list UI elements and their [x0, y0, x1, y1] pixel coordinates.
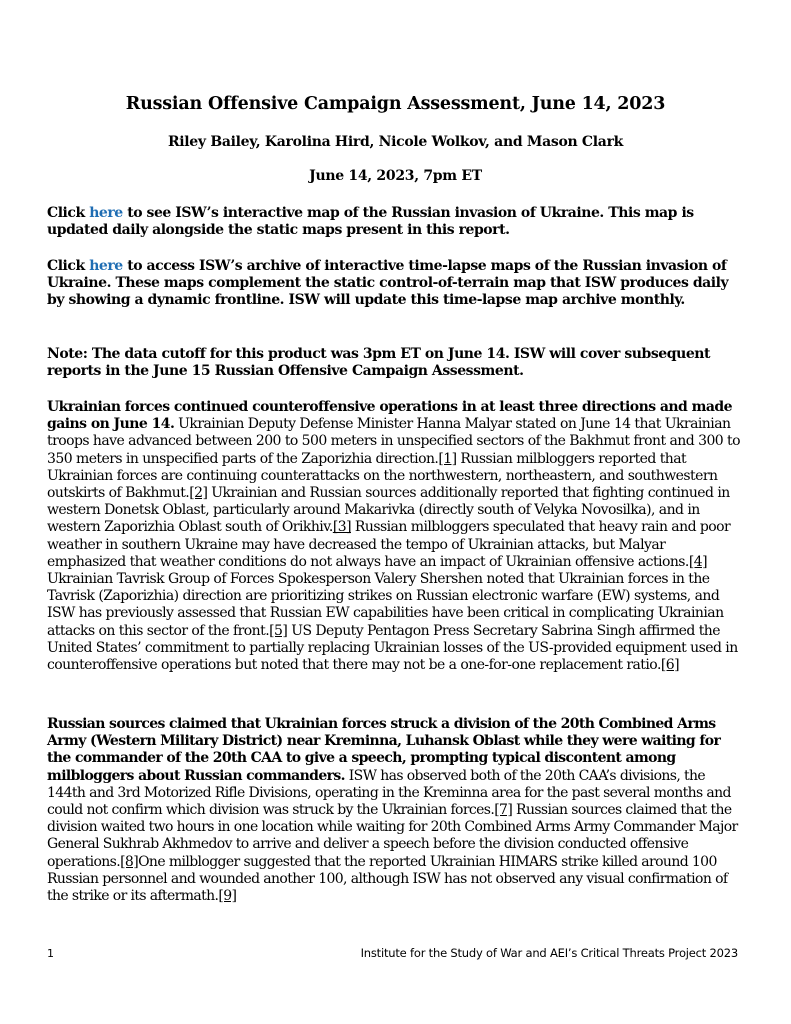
paragraph-text: ISW has observed both of the 20th CAA’s divisions, the 144th and 3rd Motorized Rifle Divisions, operating in the Kreminna area for the past several months and could not confirm which division was struck by the Ukrainian forces.: [47, 767, 731, 819]
paragraph-text: Russian milbloggers reported that Ukrainian forces are continuing counterattacks on the northwestern, northeastern, and southwestern outskirts of Bakhmut.: [47, 450, 718, 502]
paragraph-text: Ukrainian and Russian sources additionally reported that fighting continued in western Donetsk Oblast, particularly around Makarivka (directly south of Velyka Novosilka), and in western Zaporizhia Oblast south of Orikhiv.: [47, 485, 730, 536]
timelapse-archive-paragraph: [47, 258, 747, 310]
report-date: June 14, 2023, 7pm ET: [309, 168, 482, 184]
paragraph-text: Ukrainian Tavrisk Group of Forces Spokesperson Valery Shershen noted that Ukrainian forces in the Tavrisk (Zaporizhia) direction are prioritizing strikes on Russian electronic warfare (EW) systems, and ISW has previously assessed that Russian EW capabilities have been critical in complicating Ukrainian attacks on this sector of the front.: [47, 571, 724, 639]
report-authors: Riley Bailey, Karolina Hird, Nicole Wolkov, and Mason Clark: [167, 134, 624, 150]
footnote-link-4[interactable]: [4]: [688, 553, 708, 570]
timelapse-text-pre: Click: [47, 258, 90, 274]
paragraph-lead: Russian sources claimed that Ukrainian forces struck a division of the 20th Combined Arms Army (Western Military District) near Kreminna, Luhansk Oblast while they were waiting for the commander of the 20th CAA to give a speech, prompting typical discontent among milbloggers about Russian commanders.: [47, 716, 721, 784]
paragraph-text: Russian sources claimed that the division waited two hours in one location while waiting for 20th Combined Arms Army Commander Major General Sukhrab Akhmedov to arrive and deliver a speech before the division conducted offensive operations.: [47, 802, 738, 870]
interactive-map-text-post: to see ISW’s interactive map of the Russian invasion of Ukraine. This map is updated daily alongside the static maps present in this report.: [47, 205, 694, 239]
footnote-link-7[interactable]: [7]: [494, 802, 513, 819]
kreminna-strike-paragraph: [47, 716, 747, 905]
footnote-link-3[interactable]: [3]: [332, 519, 351, 536]
footnote-link-2[interactable]: [2]: [189, 485, 208, 502]
interactive-map-paragraph: [47, 205, 747, 239]
footnote-link-6[interactable]: [6]: [660, 657, 680, 674]
data-cutoff-note: Note: The data cutoff for this product was 3pm ET on June 14. ISW will cover subsequent reports in the June 15 Russian Offensive Campaign Assessment.: [47, 346, 711, 380]
timelapse-text-post: to access ISW’s archive of interactive time-lapse maps of the Russian invasion of Ukraine. These maps complement the static control-of-terrain map that ISW produces daily by showing a dynamic frontline. ISW will update this time-lapse map archive monthly.: [47, 258, 729, 309]
interactive-map-text-pre: Click: [47, 205, 90, 221]
footnote-link-1[interactable]: [1]: [438, 450, 457, 467]
counteroffensive-paragraph: [47, 399, 747, 674]
footnote-link-8[interactable]: [8]: [120, 853, 139, 870]
interactive-map-link[interactable]: here: [89, 205, 123, 221]
footer-credit: Institute for the Study of War and AEI’s Critical Threats Project 2023: [360, 946, 738, 960]
paragraph-text: Russian milbloggers speculated that heavy rain and poor weather in southern Ukraine may have decreased the tempo of Ukrainian attacks, but Malyar emphasized that weather conditions do not always have an impact of Ukrainian offensive actions.: [47, 519, 731, 570]
footnote-link-9[interactable]: [9]: [218, 888, 237, 905]
paragraph-text: US Deputy Pentagon Press Secretary Sabrina Singh affirmed the United States’ commitment to partially replacing Ukrainian losses of the US-provided equipment used in counteroffensive operations but noted that there may not be a one-for-one replacement ratio.: [47, 622, 738, 674]
report-title: Russian Offensive Campaign Assessment, June 14, 2023: [125, 94, 666, 114]
paragraph-text: One milblogger suggested that the reported Ukrainian HIMARS strike killed around 100 Russian personnel and wounded another 100, although ISW has not observed any visual confirmation of the strike or its aftermath.: [47, 853, 728, 905]
timelapse-archive-link[interactable]: here: [89, 258, 123, 274]
paragraph-lead: Ukrainian forces continued counteroffensive operations in at least three directions and made gains on June 14.: [47, 399, 732, 433]
footnote-link-5[interactable]: [5]: [269, 622, 288, 639]
page-number: 1: [47, 947, 54, 960]
paragraph-text: Ukrainian Deputy Defense Minister Hanna Malyar stated on June 14 that Ukrainian troops have advanced between 200 to 500 meters in unspecified sectors of the Bakhmut front and 300 to 350 meters in unspecified parts of the Zaporizhia direction.: [47, 416, 741, 467]
